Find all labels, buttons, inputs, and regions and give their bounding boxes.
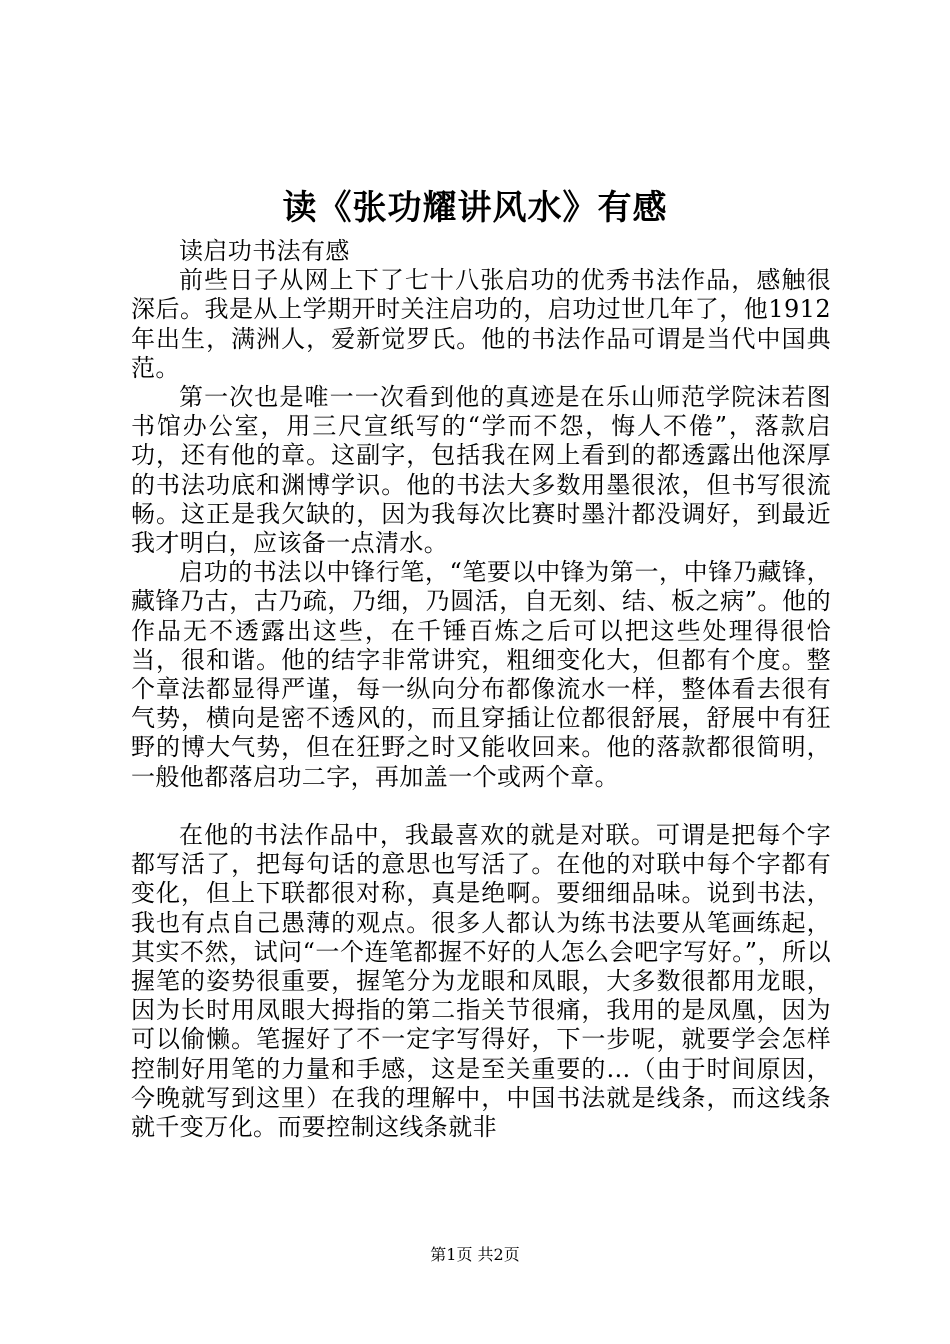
- paragraph-intro: 前些日子从网上下了七十八张启功的优秀书法作品，感触很深后。我是从上学期开时关注启功的，启功过世几年了，他1912年出生，满洲人，爱新觉罗氏。他的书法作品可谓是当代中国典范。: [131, 266, 831, 382]
- paragraph-subtitle: 读启功书法有感: [179, 237, 350, 265]
- page-footer: 第1页 共2页: [430, 1245, 520, 1264]
- document-body: [131, 237, 831, 1142]
- paragraph-couplets: 在他的书法作品中，我最喜欢的就是对联。可谓是把每个字都写活了，把每句话的意思也写活了。在他的对联中每个字都有变化，但上下联都很对称，真是绝啊。要细细品味。说到书法，我也有点自己愚薄的观点。很多人都认为练书法要从笔画练起，其实不然，试问“一个连笔都握不好的人怎么会吧字写好。”，所以握笔的姿势很重要，握笔分为龙眼和凤眼，大多数很都用龙眼，因为长时用凤眼大拇指的第二指关节很痛，我用的是凤凰，因为可以偷懒。笔握好了不一定字写得好，下一步呢，就要学会怎样控制好用笔的力量和手感，这是至关重要的…（由于时间原因，今晚就写到这里）在我的理解中，中国书法就是线条，而这线条就千变万化。而要控制这线条就非: [131, 821, 831, 1142]
- paragraph-center-stroke: 启功的书法以中锋行笔，“笔要以中锋为第一，中锋乃藏锋，藏锋乃古，古乃疏，乃细，乃圆活，自无刻、结、板之病”。他的作品无不透露出这些，在千锤百炼之后可以把这些处理得很恰当，很和谐。他的结字非常讲究，粗细变化大，但都有个度。整个章法都显得严谨，每一纵向分布都像流水一样，整体看去很有气势，横向是密不透风的，而且穿插让位都很舒展，舒展中有狂野的博大气势，但在狂野之时又能收回来。他的落款都很简明，一般他都落启功二字，再加盖一个或两个章。: [131, 558, 831, 791]
- paragraph-first-sight: 第一次也是唯一一次看到他的真迹是在乐山师范学院沫若图书馆办公室，用三尺宣纸写的“学而不怨，悔人不倦”，落款启功，还有他的章。这副字，包括我在网上看到的都透露出他深厚的书法功底和渊博学识。他的书法大多数用墨很浓，但书写很流畅。这正是我欠缺的，因为我每次比赛时墨汁都没调好，到最近我才明白，应该备一点清水。: [131, 383, 831, 558]
- document-title: 读《张功耀讲风水》有感: [282, 188, 668, 228]
